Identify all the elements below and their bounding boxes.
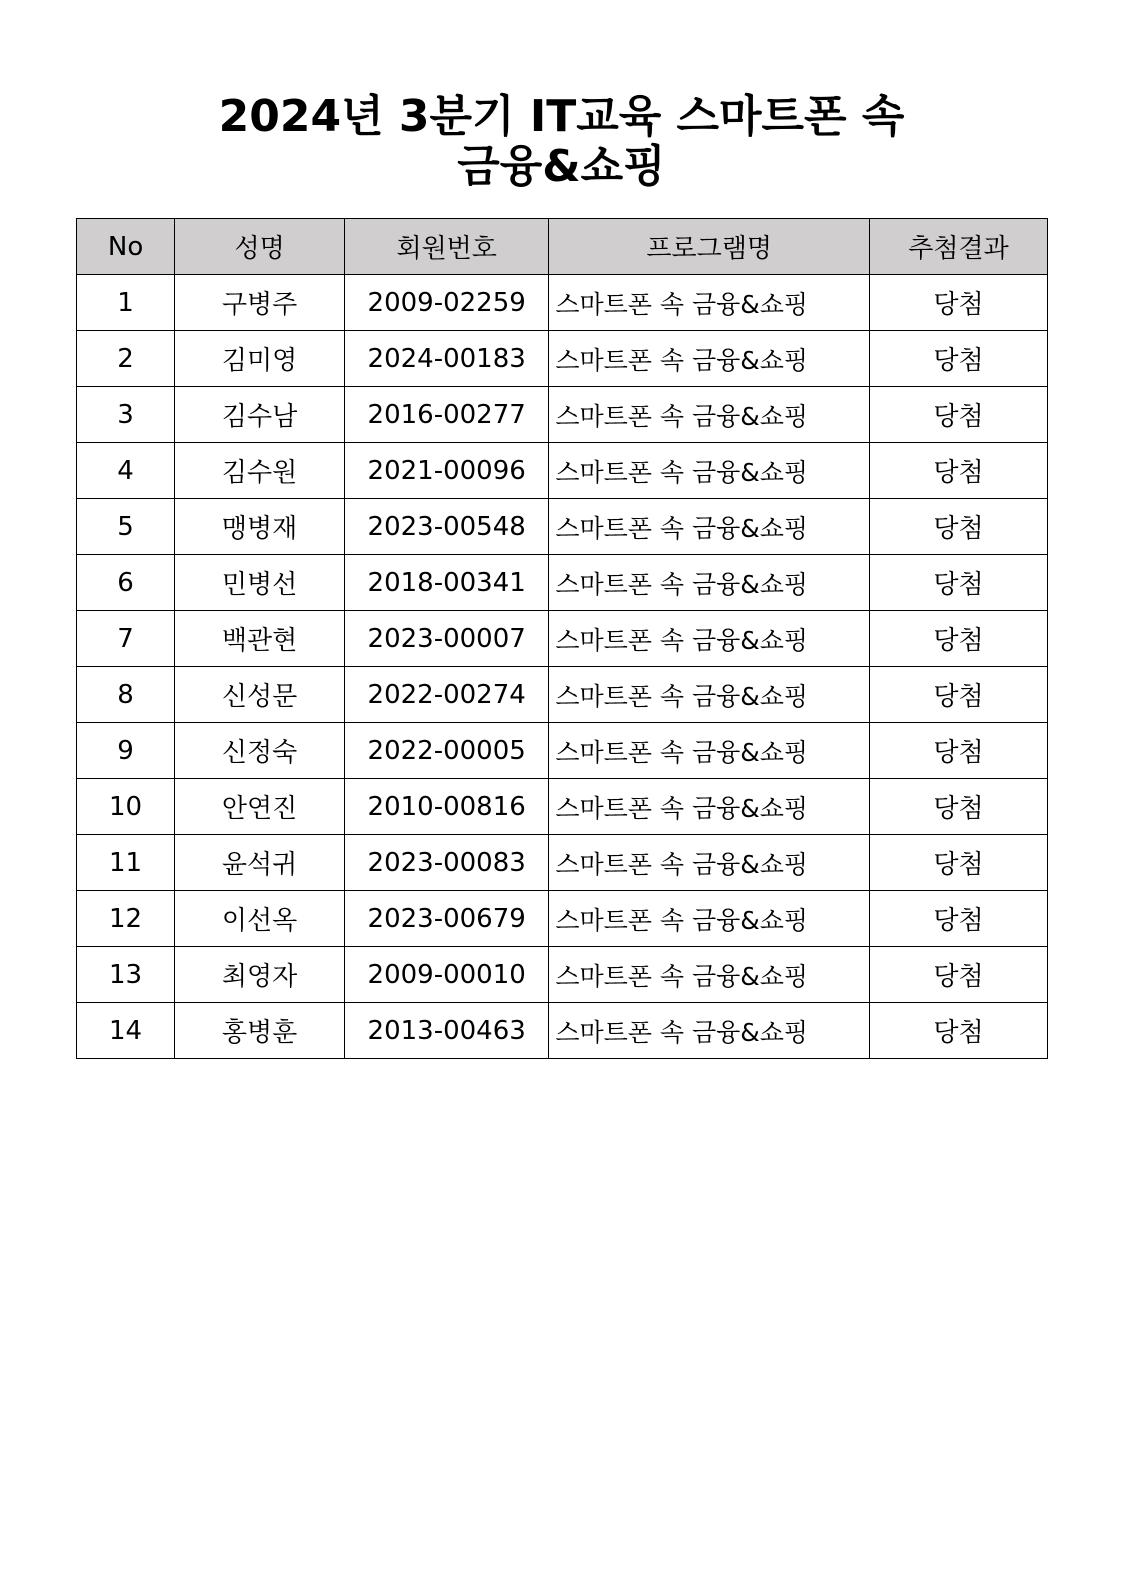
cell-program-name: 스마트폰 속 금융&쇼핑 (549, 331, 870, 387)
cell-no: 8 (77, 667, 175, 723)
cell-member-number: 2021-00096 (345, 443, 549, 499)
table-row (77, 667, 1048, 723)
cell-no: 7 (77, 611, 175, 667)
cell-no: 4 (77, 443, 175, 499)
cell-draw-result: 당첨 (869, 275, 1047, 331)
header-name: 성명 (175, 219, 345, 275)
cell-name: 윤석귀 (175, 835, 345, 891)
table-body (77, 275, 1048, 1059)
cell-name: 신성문 (175, 667, 345, 723)
cell-program-name: 스마트폰 속 금융&쇼핑 (549, 667, 870, 723)
cell-draw-result: 당첨 (869, 667, 1047, 723)
cell-draw-result: 당첨 (869, 387, 1047, 443)
table-row (77, 555, 1048, 611)
cell-no: 11 (77, 835, 175, 891)
table-row (77, 499, 1048, 555)
cell-member-number: 2024-00183 (345, 331, 549, 387)
cell-member-number: 2022-00005 (345, 723, 549, 779)
cell-program-name: 스마트폰 속 금융&쇼핑 (549, 723, 870, 779)
cell-name: 신정숙 (175, 723, 345, 779)
cell-member-number: 2009-00010 (345, 947, 549, 1003)
table-row (77, 331, 1048, 387)
header-member-number: 회원번호 (345, 219, 549, 275)
table-row (77, 723, 1048, 779)
cell-draw-result: 당첨 (869, 723, 1047, 779)
page-title (0, 92, 1123, 192)
cell-member-number: 2023-00083 (345, 835, 549, 891)
cell-draw-result: 당첨 (869, 835, 1047, 891)
winners-table (76, 218, 1048, 1059)
cell-draw-result: 당첨 (869, 555, 1047, 611)
cell-program-name: 스마트폰 속 금융&쇼핑 (549, 443, 870, 499)
table-row (77, 779, 1048, 835)
cell-draw-result: 당첨 (869, 1003, 1047, 1059)
cell-program-name: 스마트폰 속 금융&쇼핑 (549, 891, 870, 947)
cell-member-number: 2013-00463 (345, 1003, 549, 1059)
cell-program-name: 스마트폰 속 금융&쇼핑 (549, 499, 870, 555)
cell-no: 5 (77, 499, 175, 555)
cell-draw-result: 당첨 (869, 331, 1047, 387)
cell-name: 김수남 (175, 387, 345, 443)
page-title-line-2: 금융&쇼핑 (457, 141, 666, 192)
cell-program-name: 스마트폰 속 금융&쇼핑 (549, 947, 870, 1003)
cell-no: 12 (77, 891, 175, 947)
table-row (77, 443, 1048, 499)
cell-name: 최영자 (175, 947, 345, 1003)
cell-program-name: 스마트폰 속 금융&쇼핑 (549, 779, 870, 835)
cell-draw-result: 당첨 (869, 891, 1047, 947)
page-title-line-1: 2024년 3분기 IT교육 스마트폰 속 (218, 91, 905, 142)
cell-name: 민병선 (175, 555, 345, 611)
cell-member-number: 2022-00274 (345, 667, 549, 723)
cell-no: 1 (77, 275, 175, 331)
cell-name: 이선옥 (175, 891, 345, 947)
cell-name: 김수원 (175, 443, 345, 499)
cell-member-number: 2023-00007 (345, 611, 549, 667)
cell-no: 9 (77, 723, 175, 779)
cell-program-name: 스마트폰 속 금융&쇼핑 (549, 1003, 870, 1059)
cell-member-number: 2010-00816 (345, 779, 549, 835)
cell-name: 김미영 (175, 331, 345, 387)
cell-program-name: 스마트폰 속 금융&쇼핑 (549, 387, 870, 443)
cell-name: 백관현 (175, 611, 345, 667)
cell-name: 맹병재 (175, 499, 345, 555)
cell-member-number: 2023-00548 (345, 499, 549, 555)
cell-draw-result: 당첨 (869, 499, 1047, 555)
cell-name: 안연진 (175, 779, 345, 835)
cell-member-number: 2023-00679 (345, 891, 549, 947)
cell-program-name: 스마트폰 속 금융&쇼핑 (549, 835, 870, 891)
cell-member-number: 2009-02259 (345, 275, 549, 331)
cell-draw-result: 당첨 (869, 779, 1047, 835)
table-row (77, 611, 1048, 667)
cell-no: 14 (77, 1003, 175, 1059)
cell-member-number: 2018-00341 (345, 555, 549, 611)
cell-no: 3 (77, 387, 175, 443)
cell-name: 구병주 (175, 275, 345, 331)
header-draw-result: 추첨결과 (869, 219, 1047, 275)
cell-member-number: 2016-00277 (345, 387, 549, 443)
cell-draw-result: 당첨 (869, 611, 1047, 667)
cell-program-name: 스마트폰 속 금융&쇼핑 (549, 555, 870, 611)
table-row (77, 275, 1048, 331)
header-program-name: 프로그램명 (549, 219, 870, 275)
cell-draw-result: 당첨 (869, 443, 1047, 499)
table-row (77, 891, 1048, 947)
table-row (77, 387, 1048, 443)
table-row (77, 1003, 1048, 1059)
table-header-row (77, 219, 1048, 275)
table-row (77, 947, 1048, 1003)
table-row (77, 835, 1048, 891)
cell-draw-result: 당첨 (869, 947, 1047, 1003)
cell-name: 홍병훈 (175, 1003, 345, 1059)
cell-no: 10 (77, 779, 175, 835)
cell-program-name: 스마트폰 속 금융&쇼핑 (549, 611, 870, 667)
cell-no: 2 (77, 331, 175, 387)
header-no: No (77, 219, 175, 275)
cell-no: 6 (77, 555, 175, 611)
cell-program-name: 스마트폰 속 금융&쇼핑 (549, 275, 870, 331)
cell-no: 13 (77, 947, 175, 1003)
